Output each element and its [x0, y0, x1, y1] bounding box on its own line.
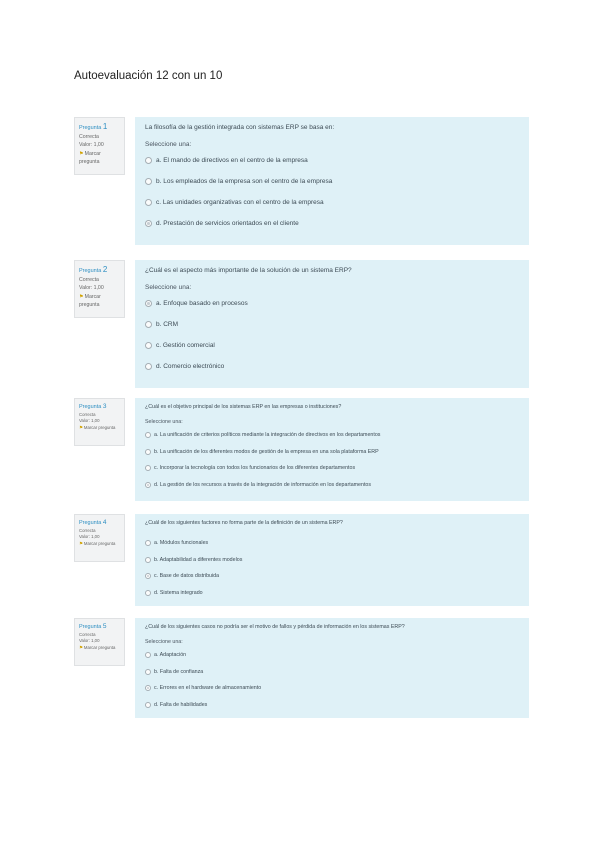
answer-option-selected[interactable]: a. Enfoque basado en procesos: [145, 293, 519, 314]
question-content: [135, 260, 529, 388]
question-value: Valor: 1,00: [79, 285, 104, 292]
answer-option[interactable]: c. Las unidades organizativas con el centro de la empresa: [145, 192, 519, 213]
status-correct: Correcta: [79, 134, 99, 141]
radio-button[interactable]: [145, 449, 151, 455]
radio-button[interactable]: [145, 465, 151, 471]
question-number: Pregunta 4: [79, 519, 107, 526]
question-value: Valor: 1,00: [79, 534, 100, 540]
flag-icon: ⚑: [79, 644, 83, 650]
radio-button[interactable]: [145, 702, 151, 708]
answer-option-selected[interactable]: c. Errores en el hardware de almacenamiento: [145, 680, 519, 697]
question-text: ¿Cuál es el objetivo principal de los sistemas ERP en las empresas o instituciones?: [145, 404, 342, 410]
answer-option[interactable]: a. Adaptación: [145, 647, 519, 664]
select-prompt: Seleccione una:: [145, 419, 183, 425]
status-correct: Correcta: [79, 277, 99, 284]
answer-option[interactable]: b. Falta de confianza: [145, 664, 519, 681]
flag-icon: ⚑: [79, 150, 84, 157]
question-value: Valor: 1,00: [79, 418, 100, 424]
flag-question-button[interactable]: ⚑Marcar pregunta: [79, 293, 101, 308]
question-4: [74, 514, 529, 606]
answer-option[interactable]: b. Adaptabilidad a diferentes modelos: [145, 552, 519, 569]
radio-button[interactable]: [145, 363, 152, 370]
flag-question-button[interactable]: ⚑Marcar pregunta: [79, 150, 101, 165]
radio-button[interactable]: [145, 590, 151, 596]
question-5: [74, 618, 529, 718]
question-text: ¿Cuál es el aspecto más importante de la solución de un sistema ERP?: [145, 267, 352, 274]
answer-option[interactable]: c. Incorporar la tecnología con todos los funcionarios de los diferentes departamentos: [145, 460, 519, 477]
select-prompt: Seleccione una:: [145, 284, 192, 291]
question-info: [74, 618, 125, 666]
radio-button[interactable]: [145, 157, 152, 164]
radio-button[interactable]: [145, 178, 152, 185]
answer-option-selected[interactable]: c. Base de datos distribuida: [145, 568, 519, 585]
radio-button[interactable]: [145, 321, 152, 328]
radio-button[interactable]: [145, 482, 151, 488]
question-1: [74, 117, 529, 245]
radio-button[interactable]: [145, 432, 151, 438]
answer-option[interactable]: a. El mando de directivos en el centro de la empresa: [145, 150, 519, 171]
select-prompt: Seleccione una:: [145, 141, 192, 148]
answer-option[interactable]: d. Falta de habilidades: [145, 697, 519, 714]
question-text: La filosofía de la gestión integrada con sistemas ERP se basa en:: [145, 124, 335, 131]
radio-button[interactable]: [145, 342, 152, 349]
radio-button[interactable]: [145, 685, 151, 691]
status-correct: Correcta: [79, 411, 96, 417]
question-3: [74, 398, 529, 501]
answer-option[interactable]: b. La unificación de los diferentes modos de gestión de la empresa en una sola plataforma ERP: [145, 444, 519, 461]
question-content: [135, 618, 529, 718]
question-number: Pregunta 3: [79, 403, 107, 410]
select-prompt: Seleccione una:: [145, 639, 183, 645]
radio-button[interactable]: [145, 652, 151, 658]
flag-question-button[interactable]: ⚑Marcar pregunta: [79, 540, 116, 546]
question-info: [74, 260, 125, 318]
question-text: ¿Cuál de los siguientes factores no forma parte de la definición de un sistema ERP?: [145, 520, 343, 526]
page-title: Autoevaluación 12 con un 10: [74, 70, 223, 82]
answer-option[interactable]: b. Los empleados de la empresa son el centro de la empresa: [145, 171, 519, 192]
answer-option-selected[interactable]: d. Prestación de servicios orientados en el cliente: [145, 213, 519, 234]
question-number: Pregunta 5: [79, 623, 107, 630]
radio-button[interactable]: [145, 220, 152, 227]
radio-button[interactable]: [145, 199, 152, 206]
question-info: [74, 514, 125, 562]
question-value: Valor: 1,00: [79, 638, 100, 644]
answer-option[interactable]: b. CRM: [145, 314, 519, 335]
radio-button[interactable]: [145, 557, 151, 563]
question-content: [135, 398, 529, 501]
flag-question-button[interactable]: ⚑Marcar pregunta: [79, 644, 116, 650]
answer-option[interactable]: d. Comercio electrónico: [145, 356, 519, 377]
flag-icon: ⚑: [79, 424, 83, 430]
flag-icon: ⚑: [79, 540, 83, 546]
question-number: Pregunta 2: [79, 265, 108, 274]
question-content: [135, 117, 529, 245]
question-info: [74, 117, 125, 175]
radio-button[interactable]: [145, 300, 152, 307]
radio-button[interactable]: [145, 669, 151, 675]
question-value: Valor: 1,00: [79, 142, 104, 149]
answer-option[interactable]: c. Gestión comercial: [145, 335, 519, 356]
radio-button[interactable]: [145, 573, 151, 579]
question-info: [74, 398, 125, 446]
answer-option[interactable]: a. La unificación de criterios políticos mediante la integración de directivos en los departamentos: [145, 427, 519, 444]
question-2: [74, 260, 529, 388]
question-number: Pregunta 1: [79, 122, 108, 131]
radio-button[interactable]: [145, 540, 151, 546]
answer-option[interactable]: d. Sistema integrado: [145, 585, 519, 602]
status-correct: Correcta: [79, 527, 96, 533]
flag-question-button[interactable]: ⚑Marcar pregunta: [79, 424, 116, 430]
question-content: [135, 514, 529, 606]
flag-icon: ⚑: [79, 293, 84, 300]
question-text: ¿Cuál de los siguientes casos no podría ser el motivo de fallos y pérdida de información en los sistemas ERP?: [145, 624, 405, 630]
answer-option-selected[interactable]: d. La gestión de los recursos a través de la integración de información en los departamentos: [145, 477, 519, 494]
answer-option[interactable]: a. Módulos funcionales: [145, 535, 519, 552]
status-correct: Correcta: [79, 631, 96, 637]
